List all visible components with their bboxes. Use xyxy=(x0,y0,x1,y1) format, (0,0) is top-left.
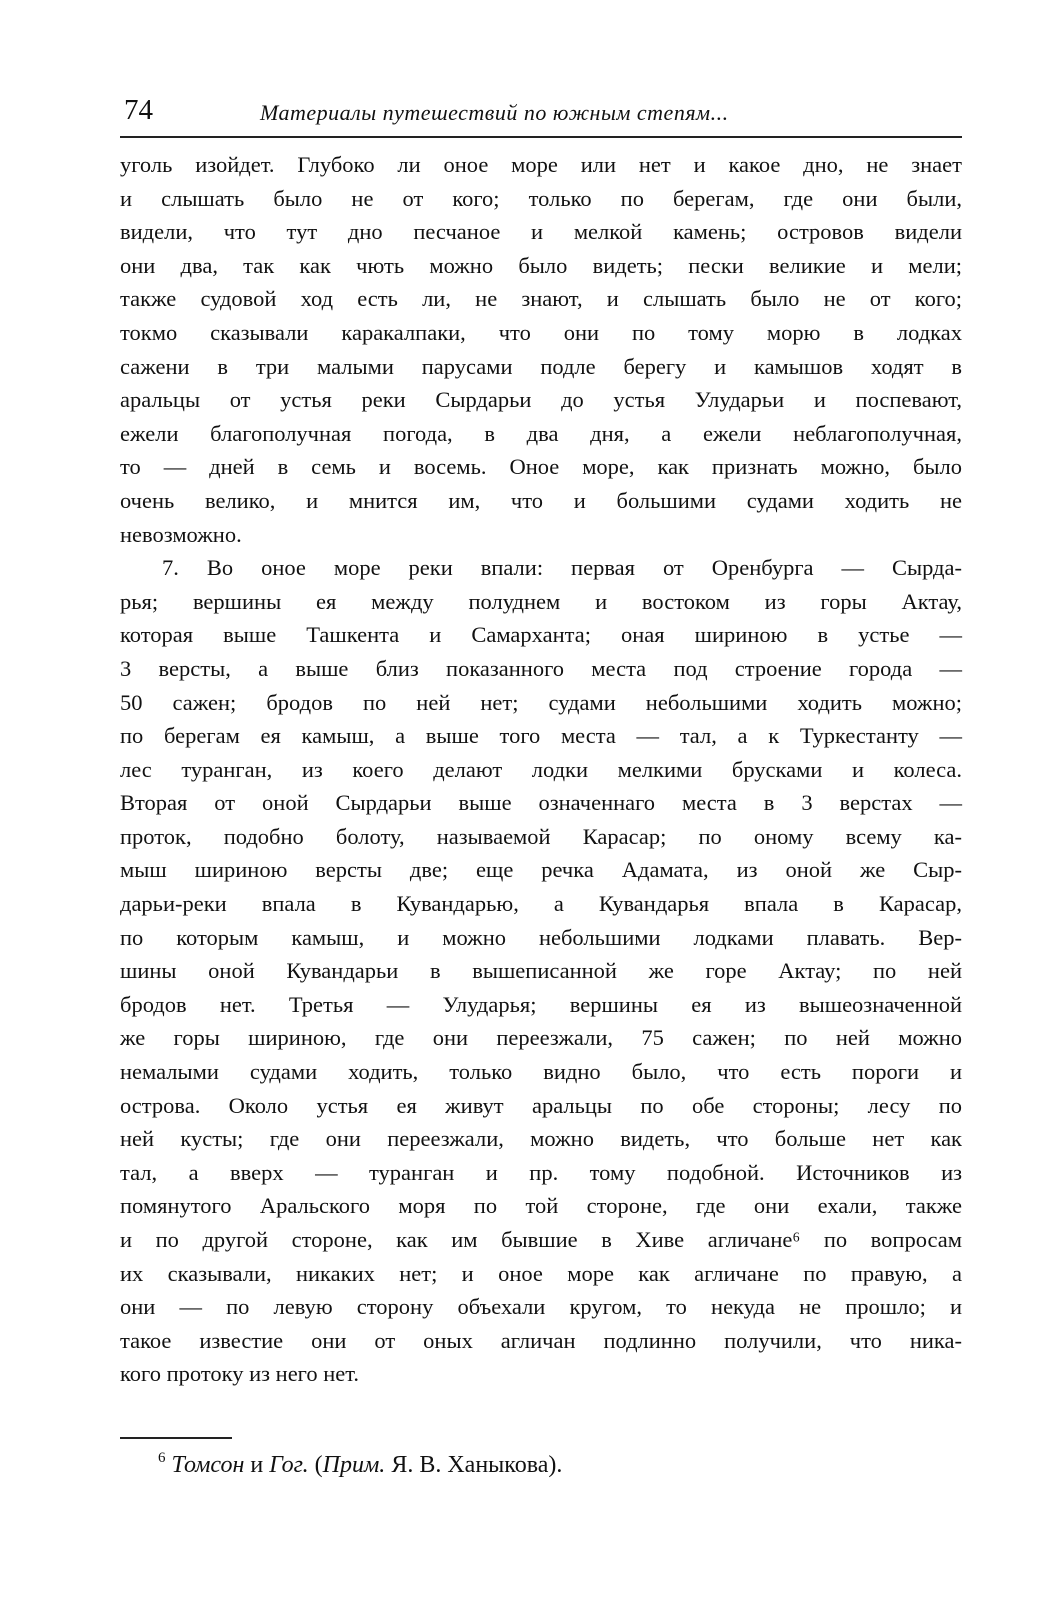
text-line: и слышать было не от кого; только по берегам, где они были, xyxy=(120,185,962,211)
running-title: Материалы путешествий по южным степям... xyxy=(260,100,729,125)
text-line: видели, что тут дно песчаное и мелкой камень; островов видели xyxy=(120,219,962,245)
text-line: 3 версты, а выше близ показанного места под строение города — xyxy=(120,655,962,681)
text-line: по берегам ея камыш, а выше того места — тал, а к Туркестанту — xyxy=(120,723,962,749)
text-line: уголь изойдет. Глубоко ли оное море или нет и какое дно, не знает xyxy=(120,152,962,177)
footnote-attribution: Я. В. Ханыкова). xyxy=(391,1452,563,1478)
text-line: бродов нет. Третья — Улударья; вершины ея из вышеозначенной xyxy=(120,991,962,1017)
text-line: очень велико, и мнится им, что и большими судами ходить не xyxy=(120,487,962,513)
text-line: помянутого Аральского моря по той стороне, где они ехали, также xyxy=(120,1193,962,1219)
text-line: также судовой ход есть ли, не знают, и слышать было не от кого; xyxy=(120,286,962,312)
text-line: они два, так как чють можно было видеть; пески великие и мели; xyxy=(120,252,962,278)
text-line: невозможно. xyxy=(120,521,242,547)
text-line: Вторая от оной Сырдарьи выше означеннаго места в 3 верстах — xyxy=(120,790,962,816)
footnote-paren: ( xyxy=(314,1452,323,1478)
text-line: по которым камыш, и можно небольшими лодками плавать. Вер- xyxy=(120,924,962,950)
text-line: дарьи-реки впала в Кувандарью, а Кувандарья впала в Карасар, xyxy=(120,891,962,917)
footnote-name-1: Томсон xyxy=(171,1452,245,1478)
text-line: они — по левую сторону объехали кругом, то некуда не прошло; и xyxy=(120,1294,962,1320)
text-line: ежели благополучная погода, в два дня, а ежели неблагополучная, xyxy=(120,420,962,446)
text-line: тал, а вверх — туранган и пр. тому подобной. Источников из xyxy=(120,1159,962,1185)
text-line: рья; вершины ея между полуднем и востоком из горы Актау, xyxy=(120,588,962,614)
footnote-note-abbr: Прим. xyxy=(322,1452,386,1478)
page-header xyxy=(120,92,962,138)
text-line: 50 сажен; бродов по ней нет; судами небольшими ходить можно; xyxy=(120,689,962,715)
text-line: же горы шириною, где они переезжали, 75 сажен; по ней можно xyxy=(120,1025,962,1051)
text-line: которая выше Ташкента и Самарханта; оная шириною в устье — xyxy=(120,622,962,648)
footnote-name-2: Гог. xyxy=(269,1452,309,1478)
paragraph-start-line: 7. Во оное море реки впали: первая от Оренбурга — Сырда- xyxy=(162,555,962,581)
text-line: острова. Около устья ея живут аральцы по обе стороны; лесу по xyxy=(120,1092,962,1118)
text-line: кого протоку из него нет. xyxy=(120,1361,360,1387)
footnote-marker: 6 xyxy=(158,1450,166,1466)
text-line: ней кусты; где они переезжали, можно видеть, что больше нет как xyxy=(120,1126,962,1152)
text-line: аральцы от устья реки Сырдарьи до устья Улударьи и поспевают, xyxy=(120,387,962,413)
text-line: такое известие они от оных агличан подлинно получили, что ника- xyxy=(120,1327,962,1353)
text-line: мыш шириною версты две; еще речка Адамата, из оной же Сыр- xyxy=(120,857,962,883)
footnote-divider xyxy=(120,1437,232,1439)
text-line: токмо сказывали каракалпаки, что они по тому морю в лодках xyxy=(120,319,962,345)
page-number: 74 xyxy=(124,94,153,126)
text-line: и по другой стороне, как им бывшие в Хиве агличане⁶ по вопросам xyxy=(120,1227,962,1252)
text-line: их сказывали, никаких нет; и оное море как агличане по правую, а xyxy=(120,1260,962,1286)
text-line: немалыми судами ходить, только видно было, что есть пороги и xyxy=(120,1059,962,1085)
footnote xyxy=(158,1450,562,1479)
text-line: лес туранган, из коего делают лодки мелкими брусками и колеса. xyxy=(120,756,962,782)
text-line: то — дней в семь и восемь. Оное море, как признать можно, было xyxy=(120,454,962,480)
text-line: сажени в три малыми парусами подле берегу и камышов ходят в xyxy=(120,353,962,379)
footnote-conjunction: и xyxy=(250,1452,264,1478)
body-text xyxy=(120,148,962,1391)
text-line: проток, подобно болоту, называемой Карасар; по оному всему ка- xyxy=(120,823,962,849)
text-line: шины оной Кувандарьи в вышеписанной же горе Актау; по ней xyxy=(120,958,962,984)
